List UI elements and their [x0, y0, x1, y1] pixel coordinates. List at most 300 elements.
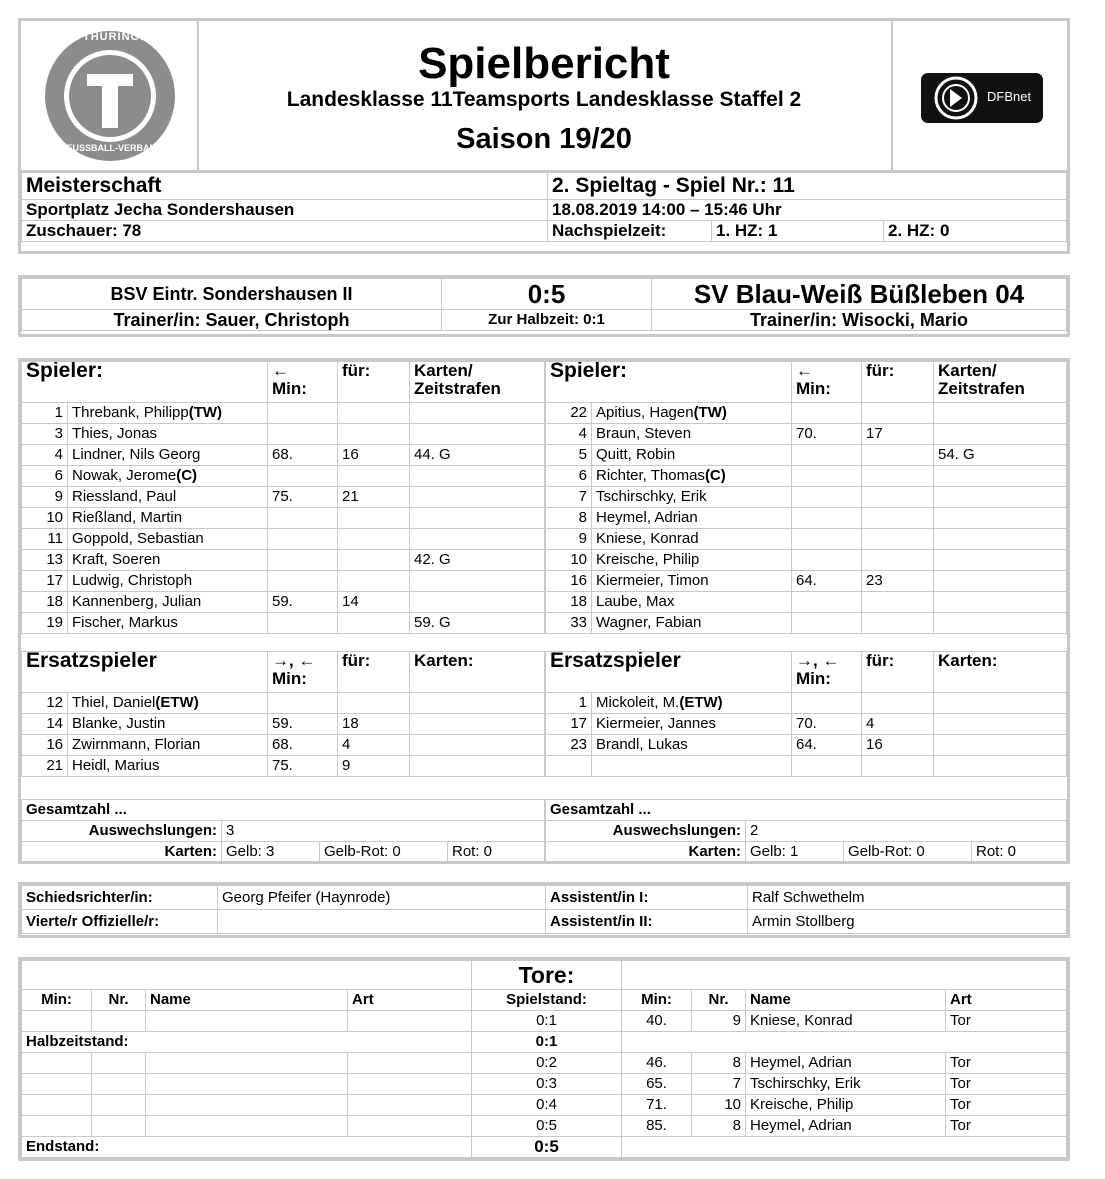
goal-row: [22, 1116, 1067, 1137]
goals-title: Tore:: [472, 961, 622, 990]
goal-score: 0:2: [472, 1053, 622, 1074]
home-subs: [21, 651, 545, 777]
player-number: [546, 756, 592, 777]
away_subs-row: [546, 693, 1067, 714]
goal-player-name: Tschirschky, Erik: [746, 1074, 946, 1095]
card-entry: [410, 508, 545, 529]
sub-for-number: [862, 466, 934, 487]
sub-minute: [268, 529, 338, 550]
player-number: 4: [546, 424, 592, 445]
sub-arrows-icon: →, ←: [796, 651, 840, 670]
home_subs-row: [22, 756, 545, 777]
goal-empty-cell: [146, 1116, 348, 1137]
player-name: [592, 403, 792, 424]
goal-type: Tor: [946, 1116, 1067, 1137]
sub-for-number: [338, 466, 410, 487]
sub-minute: 70.: [792, 714, 862, 735]
player-number: 3: [22, 424, 68, 445]
goal-empty-cell: [146, 1074, 348, 1095]
sub-minute: [792, 508, 862, 529]
extra-time-second-half: 2. HZ: 0: [884, 221, 1067, 242]
away_players-row: [546, 592, 1067, 613]
header-logo-cell: [21, 21, 199, 170]
goal-empty-cell: [92, 1116, 146, 1137]
sub-for-number: [338, 550, 410, 571]
player-number: 14: [22, 714, 68, 735]
season: Saison 19/20: [456, 123, 632, 155]
sub-minute: [268, 424, 338, 445]
goal-row: [22, 1053, 1067, 1074]
player-name: [592, 592, 792, 613]
venue: Sportplatz Jecha Sondershausen: [22, 200, 548, 221]
player-name-text: Threbank, Philipp: [72, 404, 189, 421]
player-name: [592, 571, 792, 592]
player-number: 11: [22, 529, 68, 550]
player-name-text: Heymel, Adrian: [596, 509, 698, 526]
report-header: [18, 18, 1070, 173]
player-number: 7: [546, 487, 592, 508]
goal-empty-cell: [348, 1011, 472, 1032]
card-entry: [934, 487, 1067, 508]
card-entry: [934, 714, 1067, 735]
away_players-row: [546, 550, 1067, 571]
card-entry: [410, 693, 545, 714]
sub-for-number: 18: [338, 714, 410, 735]
goal-minute: 71.: [622, 1095, 692, 1116]
goal-type: Tor: [946, 1074, 1067, 1095]
player-name-text: Zwirnmann, Florian: [72, 736, 201, 753]
sub-minute: 64.: [792, 735, 862, 756]
player-name-text: Kraft, Soeren: [72, 551, 161, 568]
player-name-text: Riessland, Paul: [72, 488, 177, 505]
player-name-text: Laube, Max: [596, 593, 675, 610]
player-number: 1: [546, 693, 592, 714]
goals-section: [18, 957, 1070, 1161]
player-name-text: Blanke, Justin: [72, 715, 166, 732]
away-players-table: [546, 362, 1067, 634]
away_players-row: [546, 424, 1067, 445]
away-red-count: Rot: 0: [972, 842, 1067, 863]
goal-name-header: Name: [746, 990, 946, 1011]
goal-player-number: 10: [692, 1095, 746, 1116]
away_players-row: [546, 403, 1067, 424]
card-entry: [410, 571, 545, 592]
goal-minute: 65.: [622, 1074, 692, 1095]
card-entry: [934, 735, 1067, 756]
player-name-text: Kiermeier, Jannes: [596, 715, 717, 732]
sub-for-number: 9: [338, 756, 410, 777]
goal-nr-header: Nr.: [92, 990, 146, 1011]
card-entry: [934, 571, 1067, 592]
goal-row: [22, 1095, 1067, 1116]
player-number: 10: [546, 550, 592, 571]
player-name: [68, 529, 268, 550]
player-name: [592, 693, 792, 714]
sub-minute: [792, 693, 862, 714]
player-number: 9: [22, 487, 68, 508]
sub-minute: 75.: [268, 756, 338, 777]
sub-for-number: [338, 693, 410, 714]
sub-for-number: [338, 403, 410, 424]
goal-empty-cell: [348, 1116, 472, 1137]
sub-for-number: 16: [862, 735, 934, 756]
extra-time-label: Nachspielzeit:: [548, 221, 712, 242]
player-number: 4: [22, 445, 68, 466]
player-name: [68, 424, 268, 445]
player-name: [592, 508, 792, 529]
player-name: [592, 424, 792, 445]
player-name: [592, 466, 792, 487]
home-yellow-count: Gelb: 3: [222, 842, 320, 863]
home_players-row: [22, 592, 545, 613]
player-name: [68, 714, 268, 735]
tfv-logo-text-top: THÜRINGER: [83, 31, 158, 43]
goal-score: 0:1: [472, 1011, 622, 1032]
player-name-text: Apitius, Hagen: [596, 404, 694, 421]
goal-minute: 85.: [622, 1116, 692, 1137]
away_players-row: [546, 466, 1067, 487]
sub-for-number: 14: [338, 592, 410, 613]
player-name: [592, 550, 792, 571]
goal-empty-cell: [146, 1095, 348, 1116]
player-number: 6: [546, 466, 592, 487]
header-title-cell: [197, 21, 893, 170]
sub-for-number: [862, 508, 934, 529]
home_players-row: [22, 613, 545, 634]
player-name: [592, 529, 792, 550]
subs-heading: Ersatzspieler: [546, 652, 792, 693]
player-name: [68, 466, 268, 487]
goal-player-name: Kniese, Konrad: [746, 1011, 946, 1032]
spectators: Zuschauer: 78: [22, 221, 548, 242]
sub-for-number: [862, 693, 934, 714]
assistant1-name: Ralf Schwethelm: [748, 886, 1067, 910]
player-number: 17: [22, 571, 68, 592]
player-role-tag: (C): [176, 467, 198, 484]
away-yellow-count: Gelb: 1: [746, 842, 844, 863]
goal-empty-cell: [22, 1011, 92, 1032]
card-entry: [410, 424, 545, 445]
player-name: [68, 613, 268, 634]
home-players-table: [22, 362, 545, 634]
sub-minute: [268, 466, 338, 487]
sub-minute: [792, 445, 862, 466]
card-entry: [410, 466, 545, 487]
out-arrow-icon: ←: [796, 361, 813, 380]
home_players-row: [22, 424, 545, 445]
player-number: 6: [22, 466, 68, 487]
player-number: 23: [546, 735, 592, 756]
goal-empty-cell: [348, 1074, 472, 1095]
sub-minute: 70.: [792, 424, 862, 445]
home_players-row: [22, 403, 545, 424]
card-entry: [410, 592, 545, 613]
card-entry: [934, 693, 1067, 714]
goal-row: [22, 1074, 1067, 1095]
player-number: 8: [546, 508, 592, 529]
home-team: BSV Eintr. Sondershausen II: [22, 279, 442, 310]
sub-for-number: [862, 613, 934, 634]
goal-art-header: Art: [348, 990, 472, 1011]
subs-heading: Ersatzspieler: [22, 652, 268, 693]
subs-count-label: Auswechslungen:: [546, 821, 746, 842]
card-entry: [934, 466, 1067, 487]
sub-minute: [268, 571, 338, 592]
player-number: 18: [22, 592, 68, 613]
home-coach: Trainer/in: Sauer, Christoph: [22, 310, 442, 331]
away-subs: [545, 651, 1067, 777]
player-name-text: Thies, Jonas: [72, 425, 158, 442]
player-number: 22: [546, 403, 592, 424]
player-name-text: Tschirschky, Erik: [596, 488, 707, 505]
for-header: für:: [862, 652, 934, 693]
totals-label: Gesamtzahl ...: [22, 800, 545, 821]
player-number: 19: [22, 613, 68, 634]
end-goal-score: 0:5: [472, 1137, 622, 1158]
player-name-text: Nowak, Jerome: [72, 467, 177, 484]
home-red-count: Rot: 0: [448, 842, 545, 863]
cards-header: Karten/ Zeitstrafen: [934, 362, 1067, 403]
sub-for-number: [862, 529, 934, 550]
endstand-row: [22, 1137, 1067, 1158]
player-number: 12: [22, 693, 68, 714]
cards-count-label: Karten:: [546, 842, 746, 863]
goal-empty-cell: [22, 1053, 92, 1074]
sub-minute: [792, 550, 862, 571]
card-entry: [934, 508, 1067, 529]
halftime-goal-score: 0:1: [472, 1032, 622, 1053]
sub-for-number: 23: [862, 571, 934, 592]
card-entry: [934, 613, 1067, 634]
fourth-official-name: [218, 910, 546, 934]
player-name: [68, 487, 268, 508]
officials-section: [18, 882, 1070, 938]
home_players-row: [22, 529, 545, 550]
player-number: 13: [22, 550, 68, 571]
player-name: [592, 613, 792, 634]
home_players-row: [22, 466, 545, 487]
competition: Meisterschaft: [22, 173, 548, 200]
home_subs-row: [22, 693, 545, 714]
sub-minute: [792, 403, 862, 424]
cards-header: Karten:: [934, 652, 1067, 693]
sub-minute: 68.: [268, 445, 338, 466]
goal-empty-cell: [348, 1053, 472, 1074]
players-heading: Spieler:: [22, 362, 268, 403]
away-subs-count: 2: [746, 821, 1067, 842]
player-name-text: Kreische, Philip: [596, 551, 700, 568]
assistant1-label: Assistent/in I:: [546, 886, 748, 910]
sub-for-number: [338, 508, 410, 529]
away-yellow-red-count: Gelb-Rot: 0: [844, 842, 972, 863]
sub-for-number: [862, 487, 934, 508]
goal-empty-cell: [92, 1095, 146, 1116]
home-lineup: [21, 361, 545, 634]
player-number: 18: [546, 592, 592, 613]
sub-for-number: [338, 529, 410, 550]
player-name-text: Richter, Thomas: [596, 467, 705, 484]
fourth-official-label: Vierte/r Offizielle/r:: [22, 910, 218, 934]
player-name-text: Kiermeier, Timon: [596, 572, 709, 589]
card-entry: [934, 550, 1067, 571]
goal-minute: 46.: [622, 1053, 692, 1074]
player-name: [68, 445, 268, 466]
sub-minute: [792, 592, 862, 613]
sub-minute-header: →, ← Min:: [792, 652, 862, 693]
sub-minute: 59.: [268, 592, 338, 613]
page-title: Spielbericht: [418, 39, 670, 88]
card-entry: [410, 756, 545, 777]
player-number: 33: [546, 613, 592, 634]
player-name-text: Thiel, Daniel: [72, 694, 156, 711]
totals-label: Gesamtzahl ...: [546, 800, 1067, 821]
goal-nr-header: Nr.: [692, 990, 746, 1011]
cards-count-label: Karten:: [22, 842, 222, 863]
goal-empty-cell: [146, 1053, 348, 1074]
sub-for-number: [862, 403, 934, 424]
card-entry: 54. G: [934, 445, 1067, 466]
goal-empty-cell: [92, 1074, 146, 1095]
halftime-score: Zur Halbzeit: 0:1: [442, 310, 652, 331]
sub-minute: [268, 508, 338, 529]
halftime-row: [22, 1032, 1067, 1053]
player-number: 9: [546, 529, 592, 550]
home-yellow-red-count: Gelb-Rot: 0: [320, 842, 448, 863]
card-entry: [934, 756, 1067, 777]
cards-header: Karten:: [410, 652, 545, 693]
tfv-logo-text-bottom: FUSSBALL-VERBAND: [67, 143, 163, 153]
sub-minute: [268, 613, 338, 634]
player-name-text: Goppold, Sebastian: [72, 530, 204, 547]
goal-row: [22, 1011, 1067, 1032]
for-header: für:: [338, 652, 410, 693]
card-entry: [410, 714, 545, 735]
sub-minute: [792, 466, 862, 487]
sub-minute: [268, 693, 338, 714]
sub-minute: 59.: [268, 714, 338, 735]
goal-type: Tor: [946, 1053, 1067, 1074]
player-name: [592, 756, 792, 777]
for-header: für:: [862, 362, 934, 403]
sub-for-number: 4: [338, 735, 410, 756]
away_players-row: [546, 571, 1067, 592]
sub-minute: [792, 529, 862, 550]
player-number: 5: [546, 445, 592, 466]
player-name: [68, 592, 268, 613]
cards-header: Karten/ Zeitstrafen: [410, 362, 545, 403]
sub-for-number: [862, 445, 934, 466]
home_subs-row: [22, 714, 545, 735]
dfb-emblem-icon: [931, 73, 981, 123]
card-entry: [410, 487, 545, 508]
player-name: [68, 571, 268, 592]
home_subs-row: [22, 735, 545, 756]
match-meta: [18, 172, 1070, 254]
player-name-text: Kniese, Konrad: [596, 530, 699, 547]
sub-for-number: [862, 550, 934, 571]
player-name: [592, 487, 792, 508]
goal-score-header: Spielstand:: [472, 990, 622, 1011]
goal-empty-cell: [22, 1074, 92, 1095]
away_subs-row: [546, 714, 1067, 735]
player-role-tag: (TW): [188, 404, 223, 421]
matchday: 2. Spieltag - Spiel Nr.: 11: [548, 173, 1067, 200]
sub-minute: [792, 756, 862, 777]
player-number: 1: [22, 403, 68, 424]
sub-for-number: [338, 613, 410, 634]
sub-minute: 75.: [268, 487, 338, 508]
sub-for-number: 16: [338, 445, 410, 466]
goal-score: 0:3: [472, 1074, 622, 1095]
away-coach: Trainer/in: Wisocki, Mario: [652, 310, 1067, 331]
sub-minute: [268, 550, 338, 571]
player-name-text: Ludwig, Christoph: [72, 572, 193, 589]
sub-for-number: 21: [338, 487, 410, 508]
goal-min-header: Min:: [622, 990, 692, 1011]
goal-empty-cell: [22, 1116, 92, 1137]
goal-name-header: Name: [146, 990, 348, 1011]
player-role-tag: (TW): [693, 404, 727, 421]
player-number: 16: [546, 571, 592, 592]
sub-minute-header: →, ← Min:: [268, 652, 338, 693]
sub-arrows-icon: →, ←: [272, 651, 316, 670]
player-name-text: Lindner, Nils Georg: [72, 446, 201, 463]
goal-art-header: Art: [946, 990, 1067, 1011]
goal-min-header: Min:: [22, 990, 92, 1011]
home-totals: [21, 799, 545, 863]
away_players-row: [546, 445, 1067, 466]
away-lineup: [545, 361, 1067, 634]
goal-score: 0:4: [472, 1095, 622, 1116]
card-entry: [934, 403, 1067, 424]
player-name: [592, 735, 792, 756]
player-number: 16: [22, 735, 68, 756]
player-role-tag: (ETW): [679, 694, 723, 711]
match-result: [18, 275, 1070, 337]
player-name-text: Heidl, Marius: [72, 757, 160, 774]
sub-for-number: [338, 424, 410, 445]
player-name-text: Brandl, Lukas: [596, 736, 688, 753]
player-name-text: Rießland, Martin: [72, 509, 183, 526]
players-heading: Spieler:: [546, 362, 792, 403]
player-name: [592, 445, 792, 466]
out-arrow-icon: ←: [272, 361, 289, 380]
sub-minute: 68.: [268, 735, 338, 756]
player-name: [68, 508, 268, 529]
dfbnet-logo: [921, 73, 1043, 123]
minute-header: ← Min:: [792, 362, 862, 403]
card-entry: [410, 403, 545, 424]
goal-type: Tor: [946, 1095, 1067, 1116]
sub-minute: [792, 487, 862, 508]
goals-table: [22, 961, 1067, 1158]
player-name-text: Wagner, Fabian: [596, 614, 702, 631]
away_subs-row: [546, 756, 1067, 777]
player-name: [68, 403, 268, 424]
player-name: [68, 693, 268, 714]
card-entry: [410, 735, 545, 756]
referee-name: Georg Pfeifer (Haynrode): [218, 886, 546, 910]
player-role-tag: (C): [704, 467, 726, 484]
sub-for-number: 4: [862, 714, 934, 735]
player-name-text: Kannenberg, Julian: [72, 593, 202, 610]
goal-empty-cell: [92, 1053, 146, 1074]
goal-empty-cell: [92, 1011, 146, 1032]
home_players-row: [22, 445, 545, 466]
goal-empty-cell: [22, 1095, 92, 1116]
card-entry: 44. G: [410, 445, 545, 466]
final-score: 0:5: [442, 279, 652, 310]
